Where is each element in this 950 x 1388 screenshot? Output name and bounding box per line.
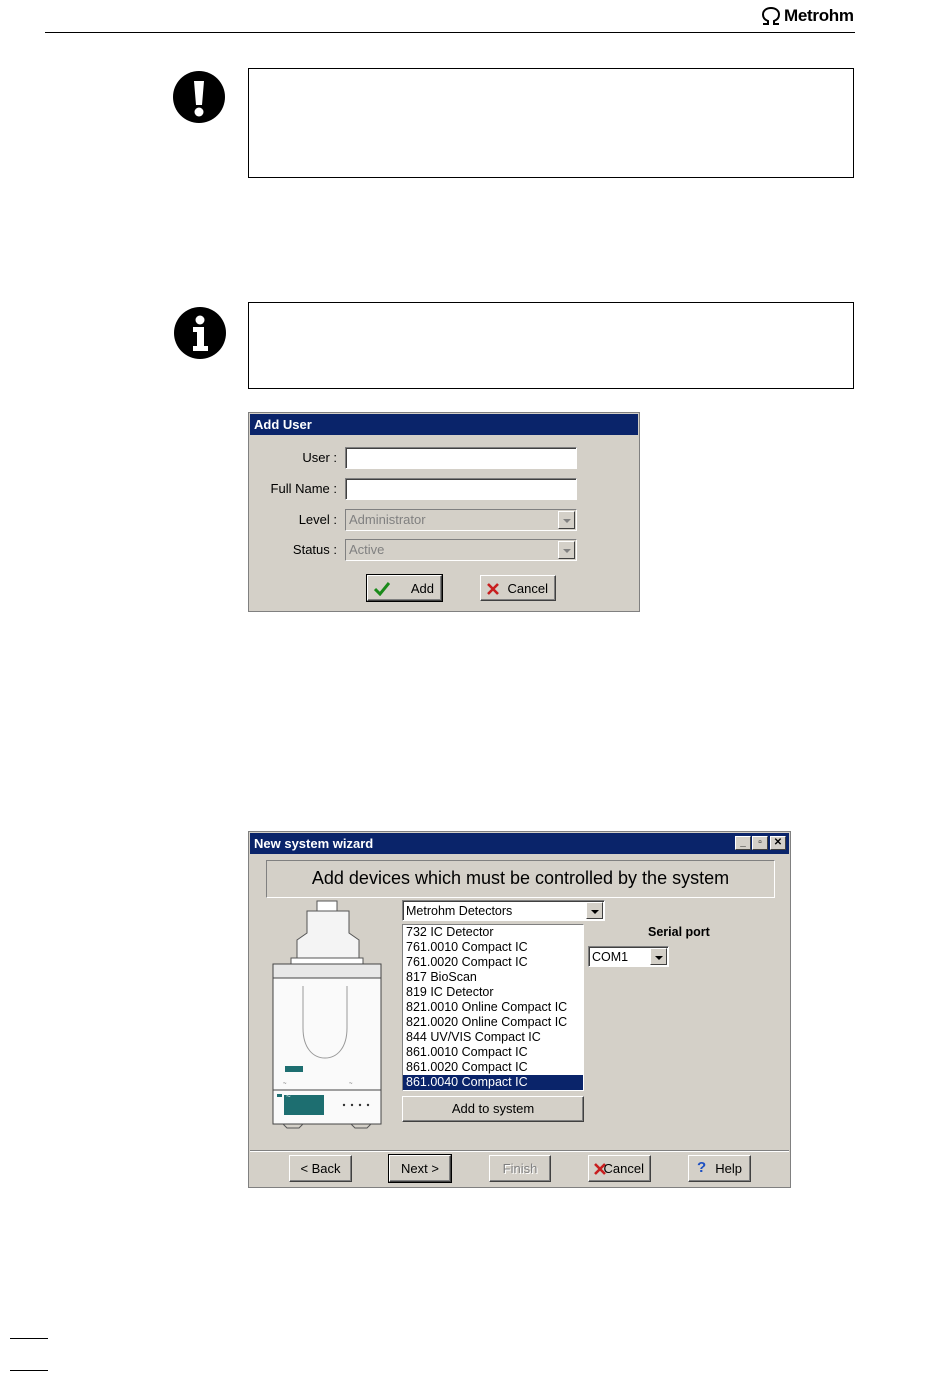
svg-text:~: ~ xyxy=(283,1081,287,1087)
chevron-down-icon xyxy=(558,511,575,529)
fullname-label: Full Name : xyxy=(270,481,337,496)
omega-icon xyxy=(760,6,782,26)
category-select[interactable] xyxy=(402,900,605,921)
status-label: Status : xyxy=(292,542,337,557)
list-item[interactable]: 821.0010 Online Compact IC xyxy=(406,1000,568,1014)
category-value: Metrohm Detectors xyxy=(406,904,513,918)
list-item[interactable]: 861.0010 Compact IC xyxy=(406,1045,528,1059)
list-item[interactable]: 821.0020 Online Compact IC xyxy=(406,1015,568,1029)
next-button[interactable]: Next > xyxy=(389,1155,451,1182)
level-value: Administrator xyxy=(349,512,426,527)
checkmark-icon xyxy=(374,581,390,596)
info-note-box xyxy=(248,302,854,389)
maximize-button[interactable]: ▫ xyxy=(752,836,768,850)
serial-port-select[interactable] xyxy=(588,946,669,967)
footer-separator xyxy=(250,1150,789,1152)
minimize-button[interactable]: _ xyxy=(735,836,751,850)
wizard-cancel-label: Cancel xyxy=(603,1161,644,1176)
list-item[interactable]: 817 BioScan xyxy=(406,970,477,984)
user-input[interactable] xyxy=(345,447,577,469)
level-select[interactable] xyxy=(345,509,577,531)
brand-name: Metrohm xyxy=(784,6,854,25)
cancel-button-label: Cancel xyxy=(507,580,548,596)
wizard-cancel-button[interactable] xyxy=(588,1155,651,1182)
add-button[interactable] xyxy=(367,575,442,601)
serial-port-value: COM1 xyxy=(592,950,629,964)
status-value: Active xyxy=(349,542,385,557)
device-picture xyxy=(269,898,384,1130)
chevron-down-icon xyxy=(558,541,575,559)
list-item[interactable]: 819 IC Detector xyxy=(406,985,494,999)
device-list[interactable] xyxy=(402,924,584,1091)
list-item-selected[interactable]: 861.0040 Compact IC xyxy=(403,1075,583,1090)
device-panel-text: ~ xyxy=(286,1092,291,1101)
footer-rule-bottom xyxy=(10,1370,48,1371)
help-icon: ? xyxy=(697,1159,707,1176)
list-item[interactable]: 844 UV/VIS Compact IC xyxy=(406,1030,541,1044)
user-label: User : xyxy=(302,450,337,465)
fullname-input[interactable] xyxy=(345,478,577,500)
close-icon xyxy=(487,583,499,595)
header-rule xyxy=(45,32,855,33)
wizard-title: New system wizard xyxy=(254,836,374,851)
info-icon xyxy=(174,307,226,359)
warning-note-box xyxy=(248,68,854,178)
add-to-system-button[interactable]: Add to system xyxy=(402,1096,584,1122)
close-window-button[interactable]: ✕ xyxy=(770,836,786,850)
add-user-dialog xyxy=(248,412,640,612)
finish-button-label: Finish xyxy=(502,1161,538,1176)
level-label: Level : xyxy=(298,512,337,527)
add-user-titlebar: Add User xyxy=(250,414,638,435)
exclamation-icon xyxy=(173,71,225,123)
cancel-button[interactable] xyxy=(480,575,556,601)
list-item[interactable]: 732 IC Detector xyxy=(406,925,494,939)
footer-rule-top xyxy=(10,1338,48,1339)
wizard-titlebar xyxy=(250,833,789,854)
back-button[interactable]: < Back xyxy=(289,1155,352,1182)
list-item[interactable]: 761.0010 Compact IC xyxy=(406,940,528,954)
list-item[interactable]: 761.0020 Compact IC xyxy=(406,955,528,969)
status-select[interactable] xyxy=(345,539,577,561)
new-system-wizard xyxy=(248,831,791,1188)
wizard-heading: Add devices which must be controlled by the system xyxy=(266,860,775,898)
chevron-down-icon xyxy=(586,902,603,919)
list-item[interactable]: 861.0020 Compact IC xyxy=(406,1060,528,1074)
chevron-down-icon xyxy=(650,948,667,965)
serial-port-label: Serial port xyxy=(648,925,710,939)
svg-text:~: ~ xyxy=(349,1081,353,1087)
metrohm-logo xyxy=(760,4,854,28)
help-button-label: Help xyxy=(715,1161,742,1176)
help-button[interactable] xyxy=(688,1155,751,1182)
finish-button[interactable] xyxy=(489,1155,551,1182)
add-button-label: Add xyxy=(410,580,434,596)
